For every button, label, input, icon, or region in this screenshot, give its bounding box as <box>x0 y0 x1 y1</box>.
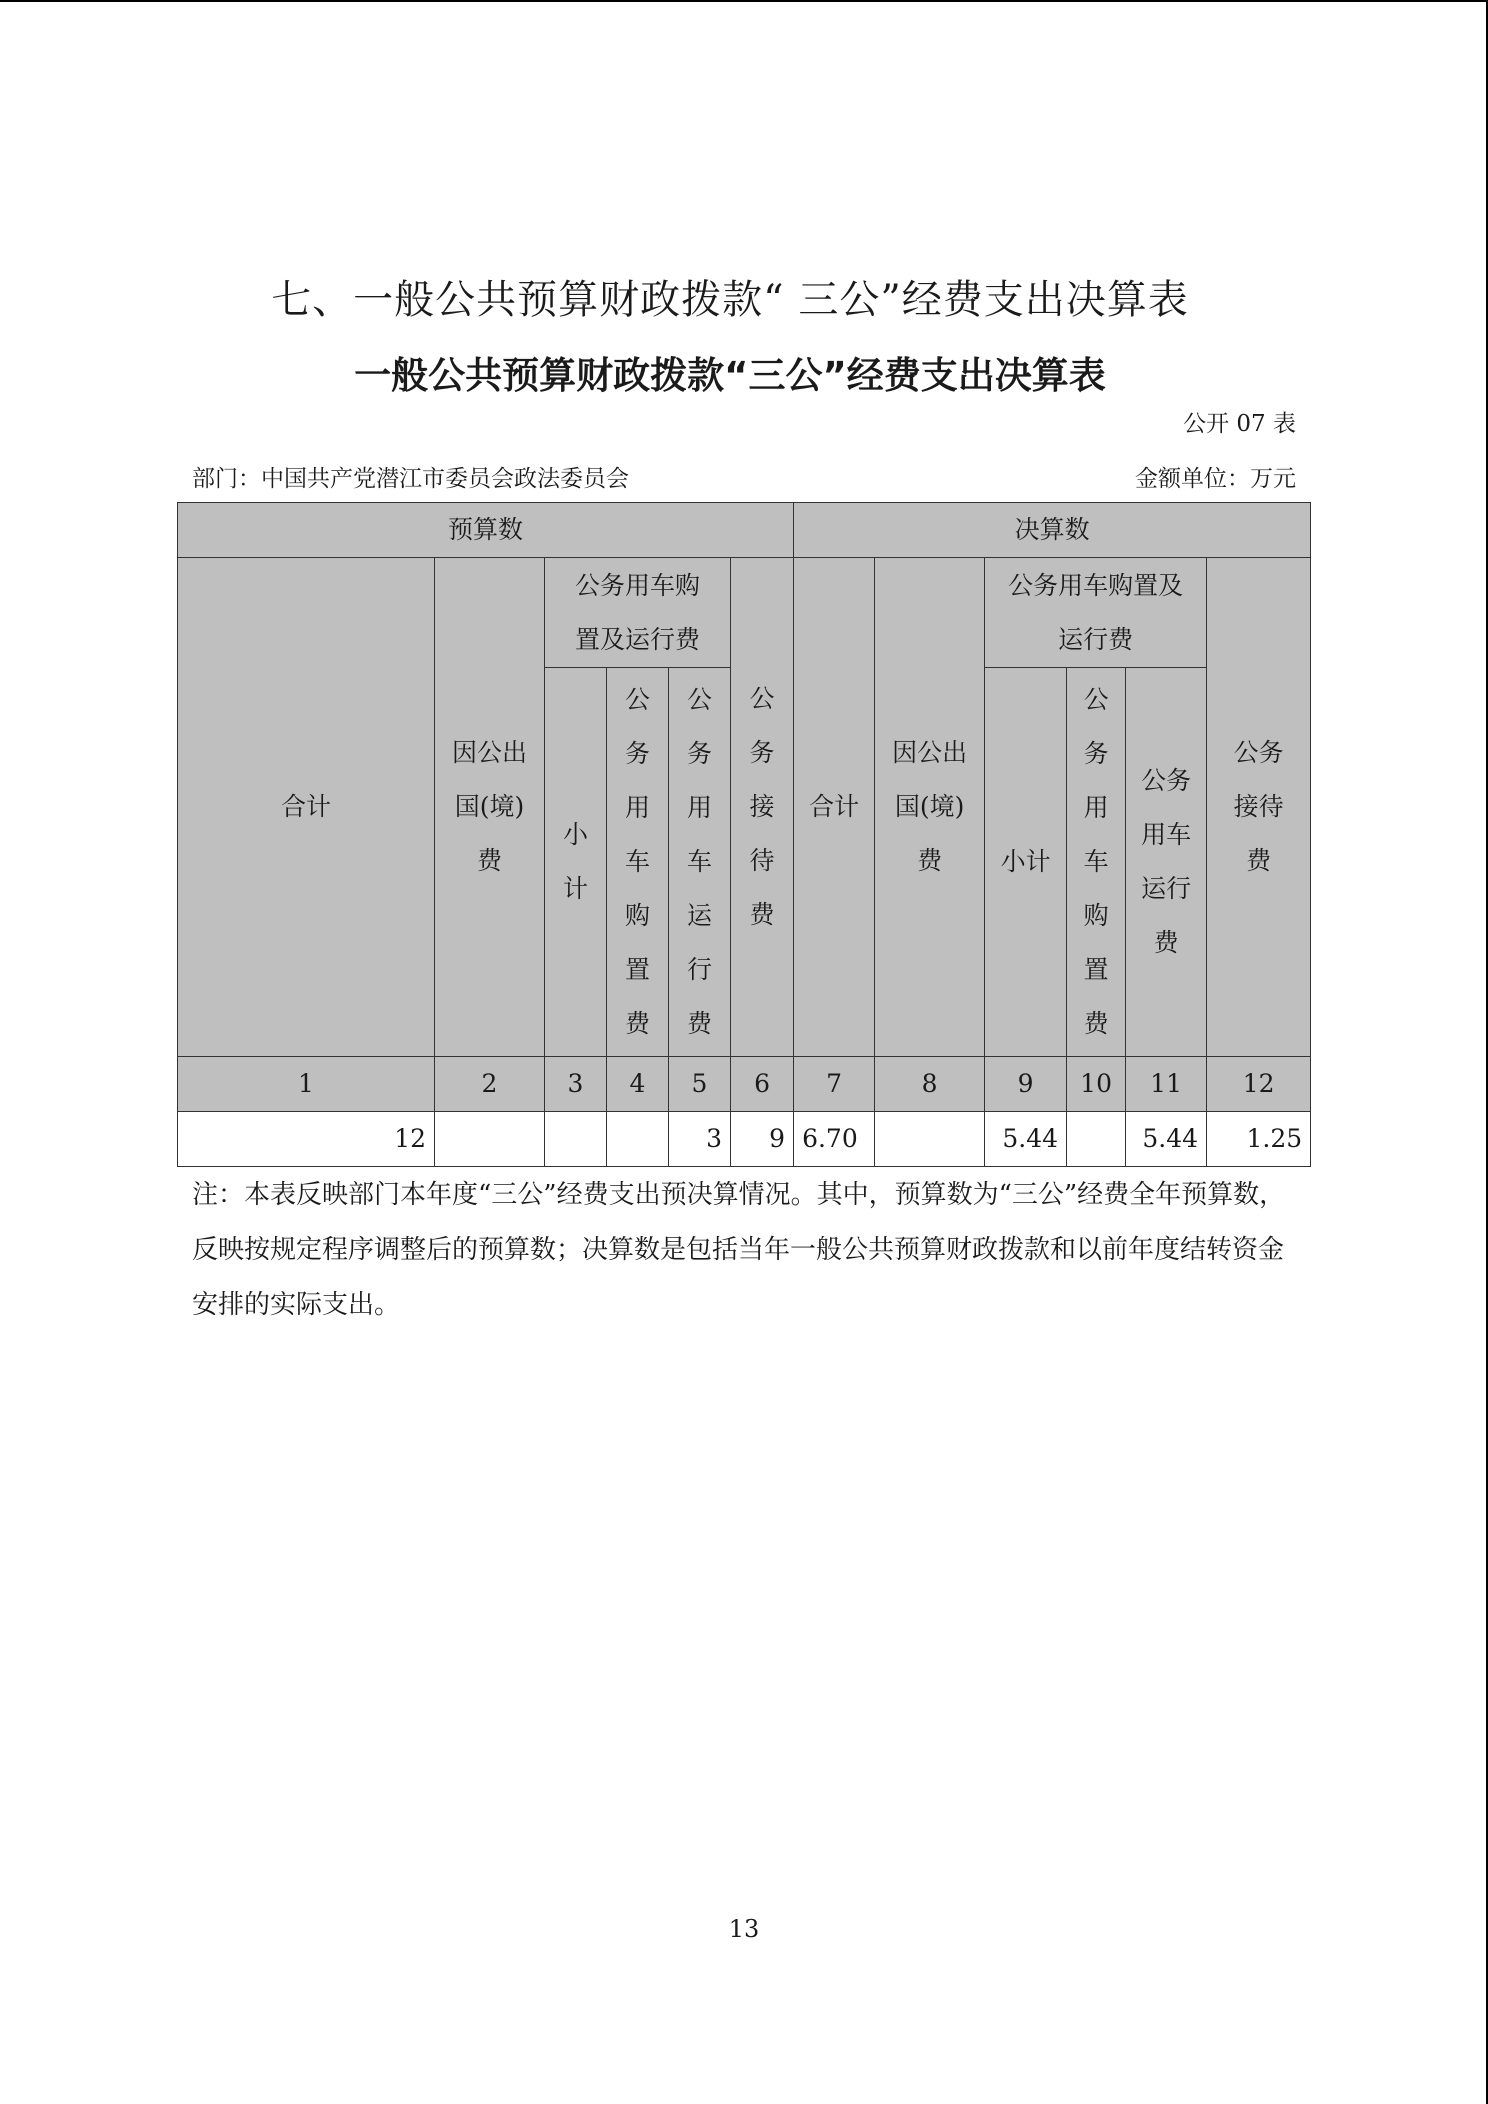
table-note: 注：本表反映部门本年度“三公”经费支出预决算情况。其中，预算数为“三公”经费全年预算数，反映按规定程序调整后的预算数；决算数是包括当年一般公共预算财政拨款和以前年度结转资金安排的实际支出。 <box>192 1180 1286 1320</box>
value-final-total: 6.70 <box>794 1112 875 1167</box>
table-title: 一般公共预算财政拨款“三公”经费支出决算表 <box>354 354 1106 397</box>
page-top-border <box>0 0 1488 2</box>
col-number: 5 <box>669 1057 731 1112</box>
final-abroad-header: 因公出 国(境) 费 <box>875 558 985 1057</box>
value-final-reception: 1.25 <box>1207 1112 1311 1167</box>
value-final-abroad <box>875 1112 985 1167</box>
value-budget-vehicle-operation: 3 <box>669 1112 731 1167</box>
col-number: 4 <box>607 1057 669 1112</box>
budget-operation-header: 公 务 用 车 运 行 费 <box>669 668 731 1057</box>
col-number: 10 <box>1067 1057 1126 1112</box>
col-number: 2 <box>435 1057 545 1112</box>
value-final-vehicle-purchase <box>1067 1112 1126 1167</box>
header-row-2 <box>178 558 1311 668</box>
expenditure-table <box>177 502 1311 1167</box>
col-number: 12 <box>1207 1057 1311 1112</box>
value-final-vehicle-operation: 5.44 <box>1126 1112 1207 1167</box>
value-row <box>178 1112 1311 1167</box>
final-operation-header: 公务 用车 运行 费 <box>1126 668 1207 1057</box>
col-number: 9 <box>985 1057 1067 1112</box>
budget-total-header: 合计 <box>178 558 435 1057</box>
unit-label: 金额单位：万元 <box>1135 466 1296 492</box>
header-row-1 <box>178 503 1311 558</box>
value-budget-reception: 9 <box>731 1112 794 1167</box>
col-number: 8 <box>875 1057 985 1112</box>
final-total-header: 合计 <box>794 558 875 1057</box>
final-purchase-header: 公 务 用 车 购 置 费 <box>1067 668 1126 1057</box>
budget-purchase-header: 公 务 用 车 购 置 费 <box>607 668 669 1057</box>
value-final-vehicle-subtotal: 5.44 <box>985 1112 1067 1167</box>
value-budget-vehicle-purchase <box>607 1112 669 1167</box>
col-number: 1 <box>178 1057 435 1112</box>
section-heading: 七、一般公共预算财政拨款“ 三公”经费支出决算表 <box>271 277 1189 323</box>
column-number-row <box>178 1057 1311 1112</box>
value-budget-total: 12 <box>178 1112 435 1167</box>
value-budget-vehicle-subtotal <box>545 1112 607 1167</box>
col-number: 11 <box>1126 1057 1207 1112</box>
page-number: 13 <box>728 1915 760 1943</box>
final-header: 决算数 <box>794 503 1311 558</box>
budget-reception-header: 公 务 接 待 费 <box>731 558 794 1057</box>
col-number: 6 <box>731 1057 794 1112</box>
col-number: 7 <box>794 1057 875 1112</box>
value-budget-abroad <box>435 1112 545 1167</box>
final-vehicle-group-header: 公务用车购置及 运行费 <box>985 558 1207 668</box>
budget-vehicle-group-header: 公务用车购 置及运行费 <box>545 558 731 668</box>
form-code: 公开 07 表 <box>1183 411 1296 437</box>
budget-header: 预算数 <box>178 503 794 558</box>
department-label: 部门：中国共产党潜江市委员会政法委员会 <box>192 466 629 492</box>
budget-abroad-header: 因公出 国(境) 费 <box>435 558 545 1057</box>
final-reception-header: 公务 接待 费 <box>1207 558 1311 1057</box>
final-subtotal-header: 小计 <box>985 668 1067 1057</box>
budget-subtotal-header: 小 计 <box>545 668 607 1057</box>
col-number: 3 <box>545 1057 607 1112</box>
